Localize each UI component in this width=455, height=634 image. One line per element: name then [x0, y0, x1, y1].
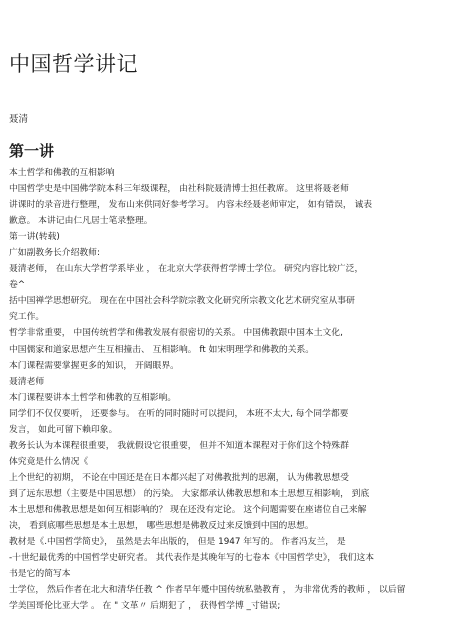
text-line: 广如副教务长介绍教师:: [9, 248, 100, 259]
section-heading: 第一讲: [9, 142, 55, 160]
text-line: 第一讲(转载): [9, 232, 60, 243]
text-line: 本土思想和佛教思想是如何互相影响的？ 现在还没有定论。 这个问题需要在座诸位自己来解: [9, 504, 367, 515]
text-line: 本门课程要讲本土哲学和佛教的互相影响。: [9, 392, 177, 403]
text-line: 教务长认为本课程很重要， 我就假设它很重要， 但并不知道本课程对于你们这个特殊群: [9, 440, 349, 451]
text-line: 聂清老师， 在山东大学哲学系毕业 ， 在北京大学获得哲学博士学位。 研究内容比较广泛，: [9, 264, 364, 275]
text-line: 发言， 如此可留下賴印象。: [9, 424, 118, 435]
text-line: 本土哲学和佛教的互相影响: [9, 168, 115, 178]
text-line: 讲课时的录音进行整理， 发布山来供同好参考学习。 内容未经聂老师审定， 如有错误， 诚表: [9, 200, 373, 211]
text-line: 聂清老师: [9, 376, 45, 387]
text-line: 同学们不仅仅要听， 还要参与。 在听的同时随时可以提问， 本班不太大, 每个同学都要: [9, 408, 349, 419]
text-line: 括中国禅学思想研究。 现在在中国社会科学院宗教文化研究所宗教文化艺术研究室从事研: [9, 296, 355, 307]
text-line: 上个世纪的初期， 不论在中国还是在日本都兴起了对佛教批判的思潮， 认为佛教思想受: [9, 472, 349, 483]
text-line: 学美国哥伦比亚大学 。 在 " 文革〃 后期犯了 ， 获得哲学博 _寸错误;: [9, 601, 281, 612]
text-line: 书是它的简写本: [9, 569, 71, 580]
text-line: 哲学非常重要， 中国传统哲学和佛教发展有很密切的关系。 中国佛教跟中国本土文化,: [9, 328, 343, 339]
text-line: 本门课程需要掌握更多的知识， 开阔眼界。: [9, 360, 179, 371]
text-line: 到了远东思想（主要是中国思想） 的污染。 大家都承认佛教思想和本土思想互相影响， 到底: [9, 488, 370, 499]
text-line: 中国哲学史是中国佛学院本科三年级课程， 由社科院聂清博士担任教席。 这里将聂老师: [9, 184, 349, 195]
body-text: [9, 165, 449, 614]
text-line: 歉意。 本讲记由仁凡居士笔录整理。: [9, 216, 153, 227]
document-title: 中国哲学讲记: [9, 52, 138, 76]
text-line: 究工作。: [9, 312, 45, 323]
text-line: -十世纪最优秀的中国哲学史研究者。 其代表作是其晚年写的七卷本《中国哲学史》， 我们这本: [9, 553, 375, 564]
text-line: 卷^: [9, 280, 26, 291]
text-line: 体究竟是什么情况《: [9, 456, 89, 467]
text-line: 士学位， 然后作者在北大和清华任教 ^ 作者早年蹙中国传统私塾教育 ， 为非常优秀的教师 ， 以后留: [9, 585, 406, 596]
author-name: 聂清: [9, 114, 29, 125]
text-line: 教材是《.中国哲学简史》， 虽然是去年出版的， 但是 1947 年写的。 作者冯友兰， 是: [9, 537, 346, 548]
text-line: 中国儒家和道家思想产生互相撞击、 互相影响。 ft 如宋明理学和佛教的关系。: [9, 344, 315, 355]
text-line: 决， 看到底哪些思想是本土思想， 哪些思想是佛教反过来反馈到中国的思想。: [9, 521, 314, 532]
